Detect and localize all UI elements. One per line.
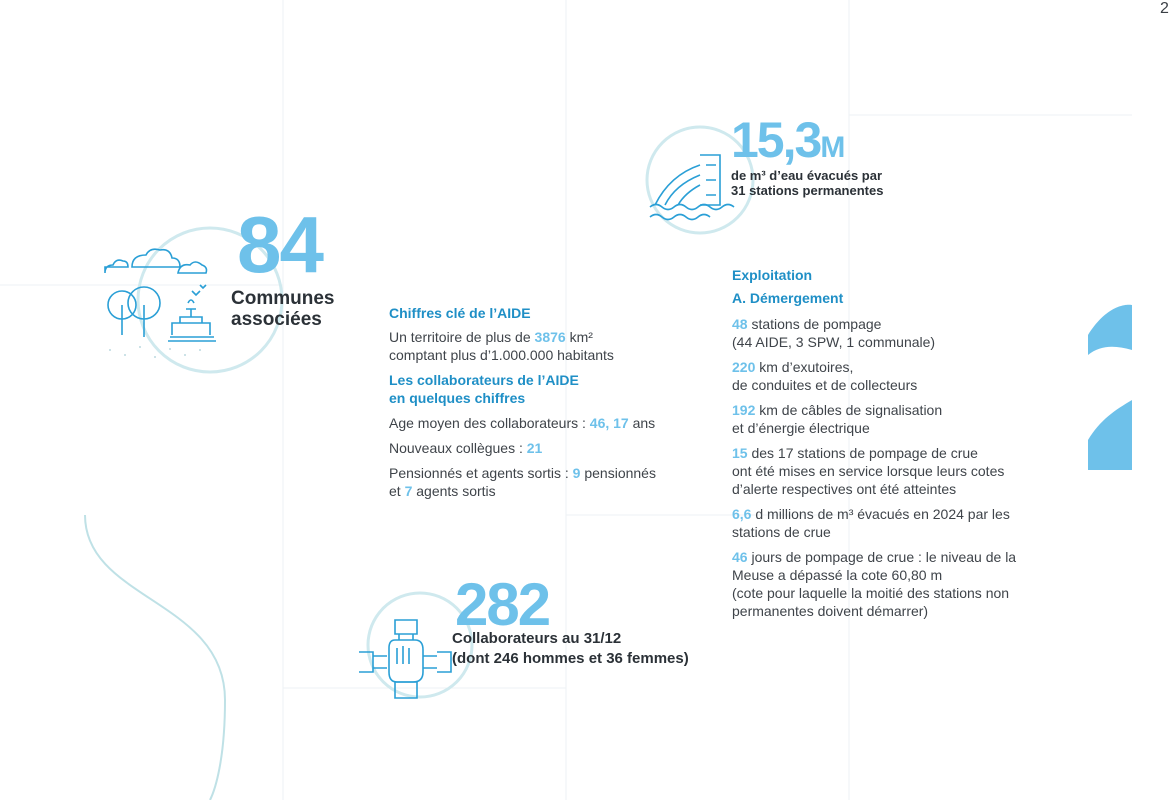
item-line3: (cote pour laquelle la moitié des stations non (732, 585, 1010, 601)
retired-value1: 9 (572, 465, 581, 481)
age-pre: Age moyen des collaborateurs : (389, 415, 590, 431)
item-line2: stations de crue (732, 524, 831, 540)
water-block (640, 112, 920, 235)
territory-text (389, 328, 689, 364)
new-colleagues-text (389, 439, 689, 457)
exploitation-item (732, 444, 1062, 498)
age-value: 46, 17 (589, 415, 629, 431)
item-line1: jours de pompage de crue : le niveau de la (747, 549, 1017, 565)
item-line4: permanentes doivent démarrer) (732, 603, 929, 619)
retired-value2: 7 (404, 483, 413, 499)
collab-title-line2: en quelques chiffres (389, 390, 526, 406)
item-line2: Meuse a dépassé la cote 60,80 m (732, 567, 943, 583)
item-line1: stations de pompage (747, 316, 882, 332)
key-figures-title: Chiffres clé de l’AIDE (389, 305, 531, 321)
item-line1: km d’exutoires, (755, 359, 854, 375)
collab-title (389, 371, 689, 407)
retired-line2-post: agents sortis (412, 483, 496, 499)
exploitation-title: Exploitation (732, 267, 813, 283)
item-line2: de conduites et de collecteurs (732, 377, 918, 393)
water-line1: de m³ d’eau évacués par (731, 168, 883, 183)
staff-number: 282 (455, 571, 550, 638)
item-value: 15 (732, 445, 748, 461)
age-post: ans (628, 415, 656, 431)
communes-number: 84 (237, 200, 322, 289)
exploitation-section (732, 267, 1062, 627)
item-line1: des 17 stations de pompage de crue (747, 445, 978, 461)
page-number-shape (1088, 305, 1132, 470)
retired-line2-pre: et (389, 483, 405, 499)
staff-block (355, 571, 735, 705)
item-line1: d millions de m³ évacués en 2024 par les (751, 506, 1010, 522)
item-value: 46 (732, 549, 748, 565)
communes-label-line1: Communes (231, 288, 335, 309)
territory-line2: comptant plus d’1.000.000 habitants (389, 347, 614, 363)
item-line1: km de câbles de signalisation (755, 402, 943, 418)
communes-block (100, 200, 350, 385)
page-number: 2 (1160, 0, 1169, 17)
retired-text (389, 464, 689, 500)
exploitation-item (732, 401, 1062, 437)
exploitation-item (732, 358, 1062, 394)
water-line2: 31 stations permanentes (731, 183, 884, 198)
territory-value: 3876 (534, 329, 566, 345)
item-value: 220 (732, 359, 756, 375)
water-number-unit: M (820, 131, 846, 164)
age-text (389, 414, 689, 432)
item-line3: d’alerte respectives ont été atteintes (732, 481, 957, 497)
water-number-value: 15,3 (731, 112, 821, 168)
retired-mid: pensionnés (580, 465, 656, 481)
exploitation-item (732, 505, 1062, 541)
item-value: 192 (732, 402, 756, 418)
territory-unit: km² (565, 329, 593, 345)
collab-title-line1: Les collaborateurs de l’AIDE (389, 372, 579, 388)
item-line2: ont été mises en service lorsque leurs cotes (732, 463, 1005, 479)
exploitation-item (732, 548, 1062, 620)
territory-pre: Un territoire de plus de (389, 329, 535, 345)
new-value: 21 (526, 440, 543, 456)
decorative-wave-line (85, 515, 225, 800)
item-line2: et d’énergie électrique (732, 420, 870, 436)
key-figures-section (389, 305, 689, 500)
item-line2: (44 AIDE, 3 SPW, 1 communale) (732, 334, 936, 350)
item-value: 6,6 (732, 506, 752, 522)
water-number (731, 112, 846, 168)
new-pre: Nouveaux collègues : (389, 440, 527, 456)
staff-line1: Collaborateurs au 31/12 (452, 630, 622, 647)
retired-pre: Pensionnés et agents sortis : (389, 465, 573, 481)
communes-label-line2: associées (231, 309, 322, 330)
item-value: 48 (732, 316, 748, 332)
exploitation-subtitle: A. Démergement (732, 290, 844, 306)
staff-line2: (dont 246 hommes et 36 femmes) (452, 650, 689, 667)
exploitation-item (732, 315, 1062, 351)
